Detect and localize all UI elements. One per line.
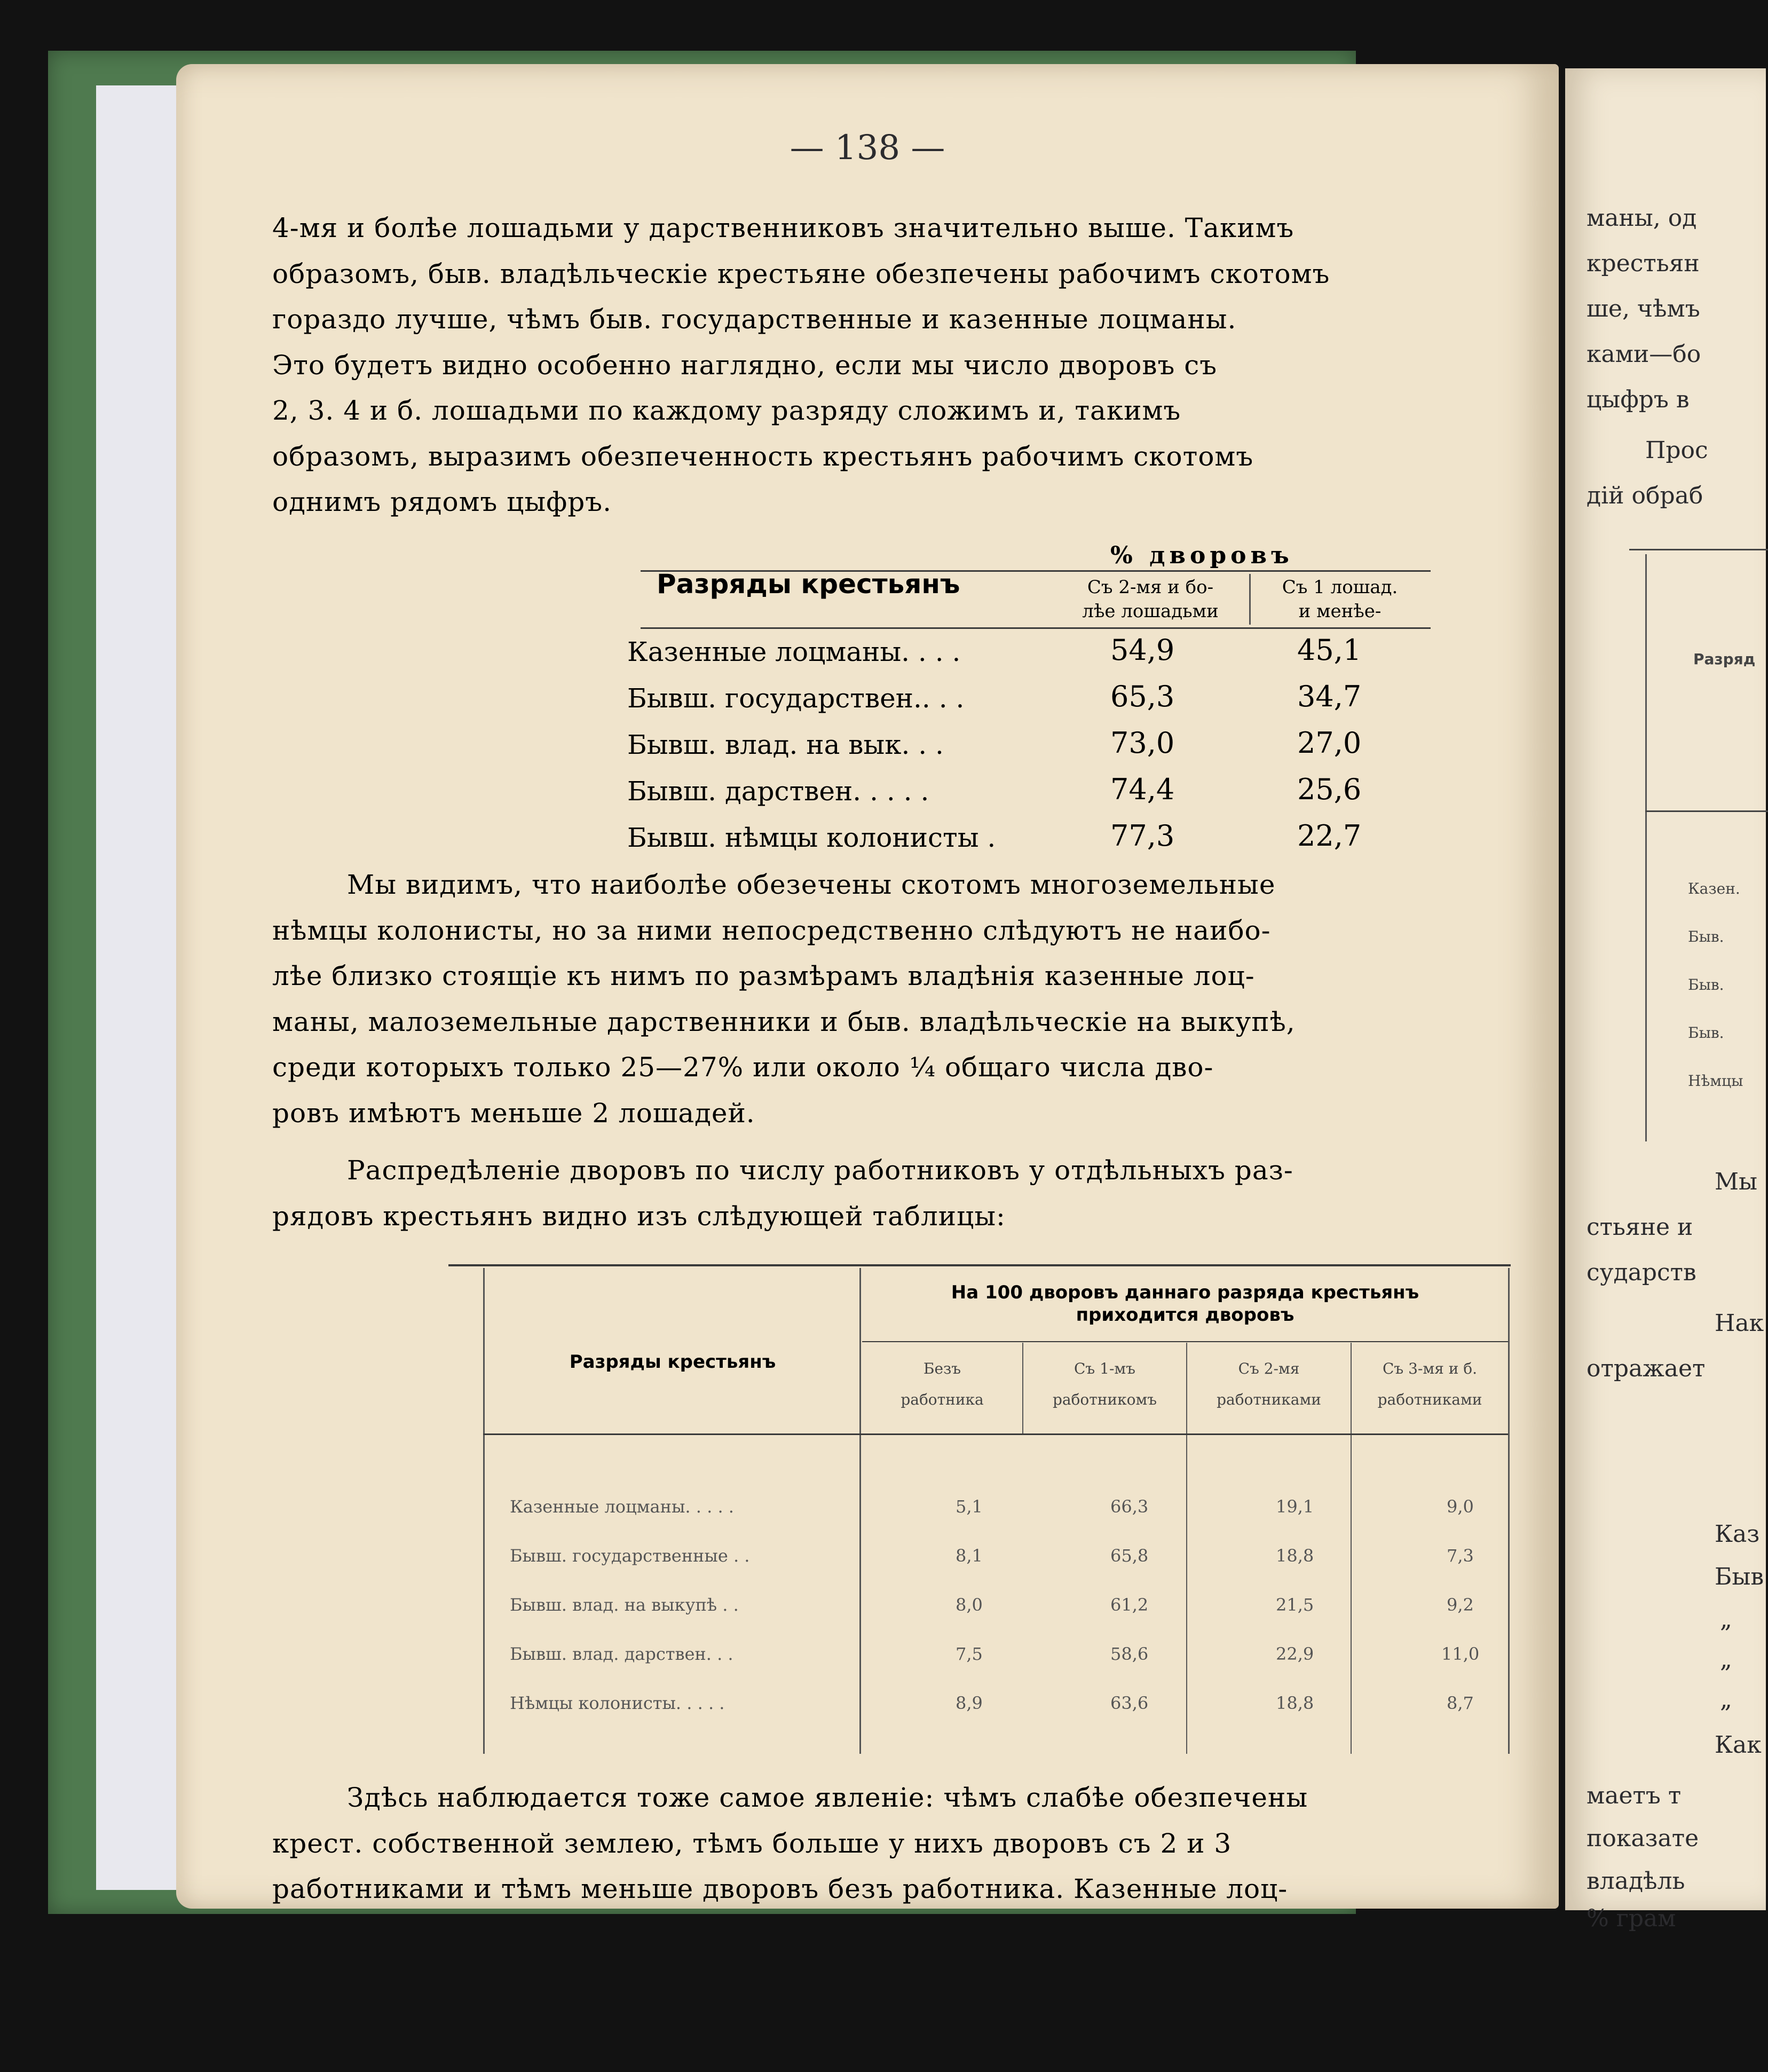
text-line: маны, малоземельные дарственники и быв. владѣльческіе на выкупѣ, [272,1006,1296,1037]
text-line: % грам [1587,1905,1676,1932]
table1-v1: 73,0 [1110,726,1175,760]
table1-v2: 45,1 [1297,633,1362,667]
text-line: Это будетъ видно особенно наглядно, если мы число дворовъ съ [272,349,1218,381]
table2-cell: 18,8 [1276,1546,1314,1566]
table2-group-header: На 100 дворовъ даннаго разряда крестьянъ приходится дворовъ [951,1282,1419,1326]
table1-v1: 65,3 [1110,680,1175,713]
table2-cell: 8,1 [956,1546,983,1566]
table1-v1: 74,4 [1110,773,1175,806]
table-row: Бывш. влад. на выкупѣ . . [510,1595,739,1615]
table-row: Бывш. государствен.. . . [627,683,965,714]
paragraph-1 [272,206,1543,525]
list-item: Как [1715,1731,1762,1759]
table2-cell: 63,6 [1110,1693,1149,1713]
text-line: стьяне и [1587,1214,1693,1241]
table1-col-divider [1249,574,1251,625]
paragraph-2 [272,862,1543,1136]
right-table-frame [1645,554,1647,1141]
table2-top-rule [448,1264,1511,1266]
table2-cell: 8,0 [956,1595,983,1615]
table-row: Казен. [1688,880,1740,897]
text-line: крест. собственной землею, тѣмъ больше у нихъ дворовъ съ 2 и 3 [272,1827,1232,1859]
text-line: маны, од [1587,204,1697,232]
text-line: ровъ имѣютъ меньше 2 лошадей. [272,1097,755,1129]
table2-frame [1508,1268,1510,1754]
list-item: Быв [1715,1563,1764,1590]
text-line: среди которыхъ только 25—27% или около ¼ общаго числа дво- [272,1052,1214,1083]
table1-group-header: % дворовъ [1110,542,1293,569]
table2-cell: 19,1 [1276,1496,1314,1517]
text-line: ше, чѣмъ [1587,295,1700,322]
table-row: Казенные лоцманы. . . . [627,636,961,667]
table2-frame [483,1268,485,1754]
table-row: Нѣмцы колонисты. . . . . [510,1693,725,1713]
text-line: Распредѣленіе дворовъ по числу работниковъ у отдѣльныхъ раз- [347,1155,1293,1186]
table2-col-header: Съ 2-мя работниками [1217,1360,1321,1408]
text-line: дій обраб [1587,482,1703,509]
list-item: „ [1720,1646,1732,1673]
table2-cell: 22,9 [1276,1644,1314,1664]
table2-col-header: Съ 3-мя и б. работниками [1377,1360,1482,1408]
table2-cell: 66,3 [1110,1496,1149,1517]
table2-cell: 65,8 [1110,1546,1149,1566]
table-row: Нѣмцы [1688,1072,1743,1090]
table1-v1: 77,3 [1110,819,1175,853]
text-line: отражает [1587,1355,1706,1382]
table2-cell: 7,5 [956,1644,983,1664]
right-table-header: Разряд [1693,650,1756,668]
text-line: лѣе близко стоящіе къ нимъ по размѣрамъ владѣнія казенные лоц- [272,960,1255,991]
table2-cell: 58,6 [1110,1644,1149,1664]
table2-cell: 61,2 [1110,1595,1149,1615]
text-line: ками—бо [1587,341,1701,368]
text-line: цыфръ в [1587,386,1690,413]
table-row: Быв. [1688,928,1724,946]
text-line: показате [1587,1825,1699,1852]
page-number: — 138 — [790,128,945,168]
table2-cell: 9,0 [1447,1496,1474,1517]
table-row: Быв. [1688,1024,1724,1042]
right-page [1565,68,1766,1932]
text-line: работниками и тѣмъ меньше дворовъ безъ работника. Казенные лоц- [272,1873,1288,1904]
table-row: Быв. [1688,976,1724,994]
table1-v2: 25,6 [1297,773,1362,806]
text-line: 4-мя и болѣе лошадьми у дарственниковъ значительно выше. Такимъ [272,212,1295,243]
paragraph-3 [272,1148,1543,1239]
table-row: Бывш. дарствен. . . . . [627,776,929,807]
table-row: Бывш. влад. на вык. . . [627,729,944,760]
table-row: Бывш. государственные . . [510,1546,750,1566]
text-line: Прос [1645,437,1708,464]
table2-cell: 5,1 [956,1496,983,1517]
list-item: „ [1720,1606,1732,1633]
text-line: Здѣсь наблюдается тоже самое явленіе: чѣмъ слабѣе обезпечены [347,1782,1308,1813]
text-line: образомъ, выразимъ обезпеченность крестьянъ рабочимъ скотомъ [272,440,1254,472]
table-row: Казенные лоцманы. . . . . [510,1496,734,1517]
table2-rule [862,1341,1508,1342]
table1-v1: 54,9 [1110,633,1175,667]
text-line: маетъ т [1587,1782,1682,1809]
table2-cell: 21,5 [1276,1595,1314,1615]
list-item: Каз [1715,1520,1760,1548]
text-line: Мы видимъ, что наиболѣе обезечены скотомъ многоземельные [347,869,1276,900]
table1-col1-header: Съ 2-мя и бо- лѣе лошадьми [1082,577,1219,622]
table2-col-header: Безъ работника [901,1360,984,1408]
right-table-rule [1645,810,1768,812]
table2-rule [483,1433,1508,1435]
table2-row-header: Разряды крестьянъ [569,1351,776,1373]
table2-col-header: Съ 1-мъ работникомъ [1052,1360,1157,1408]
text-line: Мы [1715,1168,1758,1195]
table1-v2: 27,0 [1297,726,1362,760]
text-line: гораздо лучше, чѣмъ быв. государственные и казенные лоцманы. [272,304,1237,335]
table2-cell: 7,3 [1447,1546,1474,1566]
text-line: Нак [1715,1310,1764,1337]
text-line: образомъ, быв. владѣльческіе крестьяне обезпечены рабочимъ скотомъ [272,258,1330,289]
table2-cell: 8,9 [956,1693,983,1713]
text-line: рядовъ крестьянъ видно изъ слѣдующей таблицы: [272,1200,1006,1232]
text-line: сударств [1587,1259,1696,1286]
table2-cell: 8,7 [1447,1693,1474,1713]
table1-v2: 22,7 [1297,819,1362,853]
text-line: владѣль [1587,1868,1685,1895]
table1-row-header: Разряды крестьянъ [657,569,960,600]
table2-frame [859,1268,861,1754]
right-table-rule [1629,549,1768,550]
table-row: Бывш. нѣмцы колонисты . [627,822,996,853]
list-item: „ [1720,1686,1732,1713]
text-line: нѣмцы колонисты, но за ними непосредственно слѣдуютъ не наибо- [272,915,1271,946]
text-line: 2, 3. 4 и б. лошадьми по каждому разряду сложимъ и, такимъ [272,395,1181,426]
table1-v2: 34,7 [1297,680,1362,713]
table2-cell: 9,2 [1447,1595,1474,1615]
table1-rule [641,627,1431,629]
table-row: Бывш. влад. дарствен. . . [510,1644,733,1664]
text-line: крестьян [1587,250,1700,277]
table2-cell: 18,8 [1276,1693,1314,1713]
table1-col2-header: Съ 1 лошад. и менѣе- [1282,577,1398,622]
table2-cell: 11,0 [1441,1644,1480,1664]
paragraph-4 [272,1775,1543,1912]
text-line: однимъ рядомъ цыфръ. [272,486,612,517]
